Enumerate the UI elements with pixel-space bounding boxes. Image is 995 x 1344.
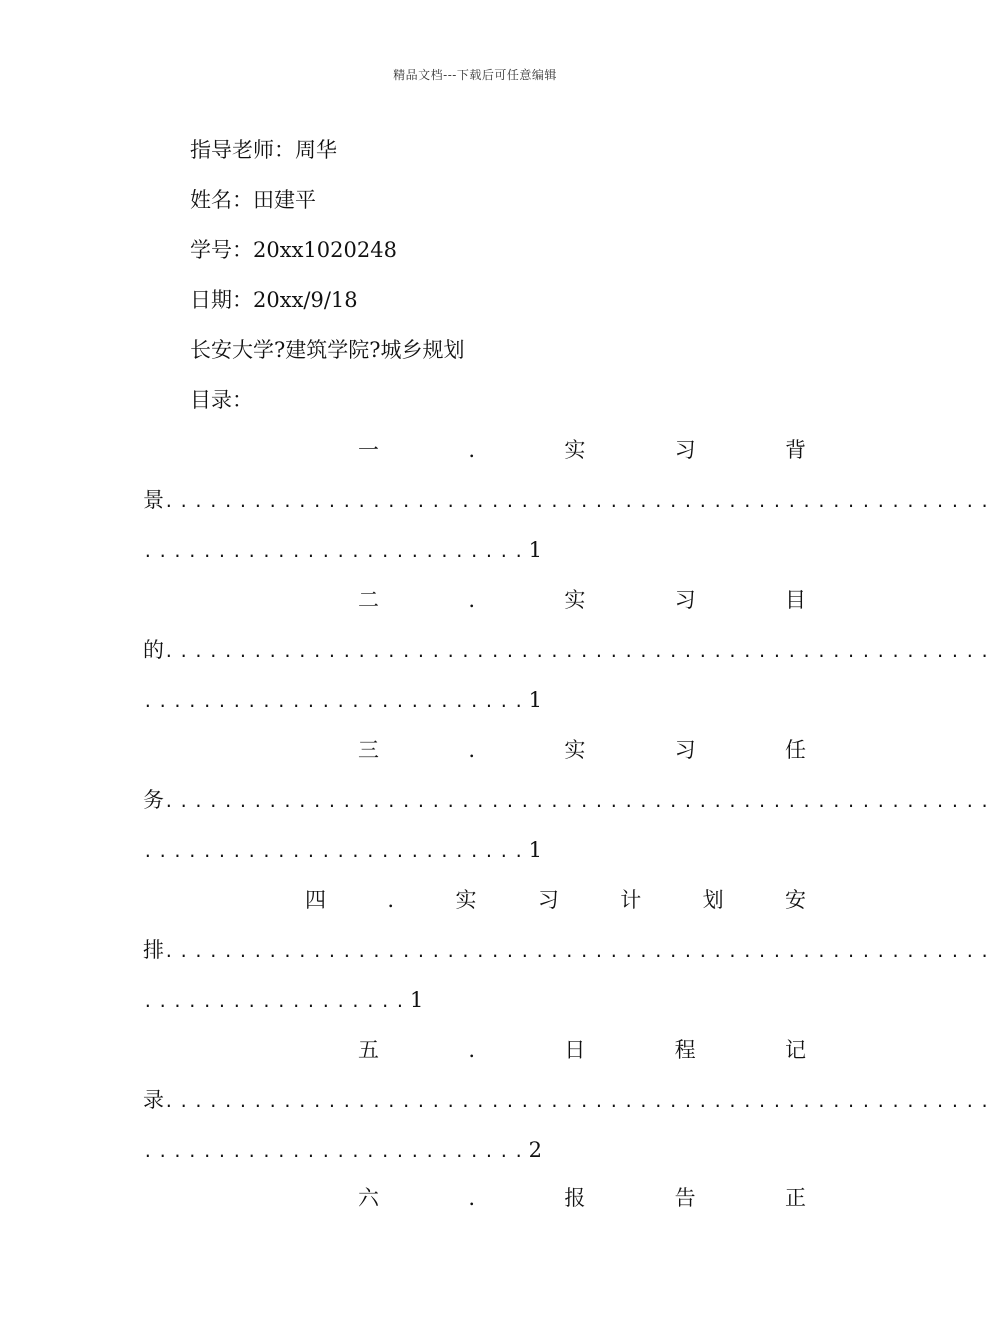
toc-entry-3-dots: ........................................................ [164,792,995,811]
toc-entry-2-char: 实 [564,588,586,612]
toc-entry-4-char: 计 [620,888,642,912]
toc-entry-3-char: 实 [564,738,586,762]
toc-entry-5-char: . [468,1038,476,1062]
toc-entry-1-page-line [143,535,542,567]
toc-entry-3-page-number: 1 [528,838,543,862]
toc-label: 目录： [190,388,253,412]
toc-entry-1-dots: ........................................................ [164,492,995,511]
toc-entry-4-char: 习 [537,888,559,912]
date-line: 日期：20xx/9/18 [190,288,358,312]
toc-entry-2-dots-cont: .......................... [143,692,529,711]
toc-entry-3-char: 习 [674,738,696,762]
toc-entry-5-page-line [143,1135,542,1167]
toc-entry-6-char: 告 [674,1186,696,1210]
toc-entry-6-char: 报 [564,1186,586,1210]
toc-entry-4-page-line [143,985,423,1017]
toc-entry-5-title [358,1035,806,1065]
toc-entry-2-page-line [143,685,542,717]
toc-entry-5-page-number: 2 [528,1138,543,1162]
toc-entry-6-char: 六 [358,1186,379,1210]
toc-entry-6-char: . [468,1186,476,1210]
toc-entry-3-leader [143,785,995,817]
toc-entry-6-title [358,1183,806,1213]
toc-entry-2-char: . [468,588,476,612]
toc-entry-4-dots-cont: .................. [143,992,410,1011]
toc-entry-3-title-end: 务 [143,788,164,812]
toc-entry-1-title [358,435,806,465]
toc-entry-5-dots-cont: .......................... [143,1142,529,1161]
toc-entry-1-char: 一 [358,438,379,462]
toc-entry-2-page-number: 1 [528,688,543,712]
toc-entry-5-leader [143,1085,995,1117]
toc-entry-2-leader [143,635,995,667]
name-line: 姓名：田建平 [190,188,316,212]
toc-entry-4-char: 实 [455,888,477,912]
toc-entry-2-title-end: 的 [143,638,164,662]
toc-entry-4-leader [143,935,995,967]
toc-entry-2-title [358,585,806,615]
toc-entry-4-page-number: 1 [410,988,424,1012]
toc-entry-4-char: 划 [702,888,724,912]
toc-entry-4-char: 四 [305,888,326,912]
toc-entry-2-char: 习 [674,588,696,612]
toc-entry-1-leader [143,485,995,517]
student-id-line: 学号：20xx1020248 [190,238,397,262]
toc-entry-1-title-end: 景 [143,488,164,512]
toc-entry-3-char: 任 [785,738,806,762]
toc-entry-4-title-end: 排 [143,938,164,962]
toc-entry-5-char: 程 [674,1038,696,1062]
toc-entry-1-dots-cont: .......................... [143,542,529,561]
toc-entry-1-page-number: 1 [528,538,543,562]
toc-entry-3-title [358,735,806,765]
toc-entry-6-char: 正 [785,1186,806,1210]
toc-entry-2-char: 目 [785,588,806,612]
advisor-line: 指导老师：周华 [190,138,337,162]
toc-entry-1-char: 背 [785,438,806,462]
toc-entry-1-char: . [468,438,476,462]
toc-entry-2-char: 二 [358,588,379,612]
toc-entry-5-title-end: 录 [143,1088,164,1112]
toc-entry-2-dots: ........................................................ [164,642,995,661]
toc-entry-4-dots: ........................................................ [164,942,995,961]
toc-entry-4-title [305,885,806,915]
toc-entry-3-page-line [143,835,542,867]
toc-entry-4-char: 安 [784,888,806,912]
page-header: 精品文档---下载后可任意编辑 [393,68,557,82]
toc-entry-5-char: 日 [564,1038,586,1062]
toc-entry-3-char: 三 [358,738,379,762]
toc-entry-5-char: 记 [785,1038,806,1062]
toc-entry-5-dots: ........................................................ [164,1092,995,1111]
toc-entry-1-char: 实 [564,438,586,462]
affiliation-line: 长安大学?建筑学院?城乡规划 [190,338,465,362]
toc-entry-3-char: . [468,738,476,762]
toc-entry-1-char: 习 [674,438,696,462]
toc-entry-4-char: . [387,888,395,912]
toc-entry-3-dots-cont: .......................... [143,842,529,861]
toc-entry-5-char: 五 [358,1038,379,1062]
